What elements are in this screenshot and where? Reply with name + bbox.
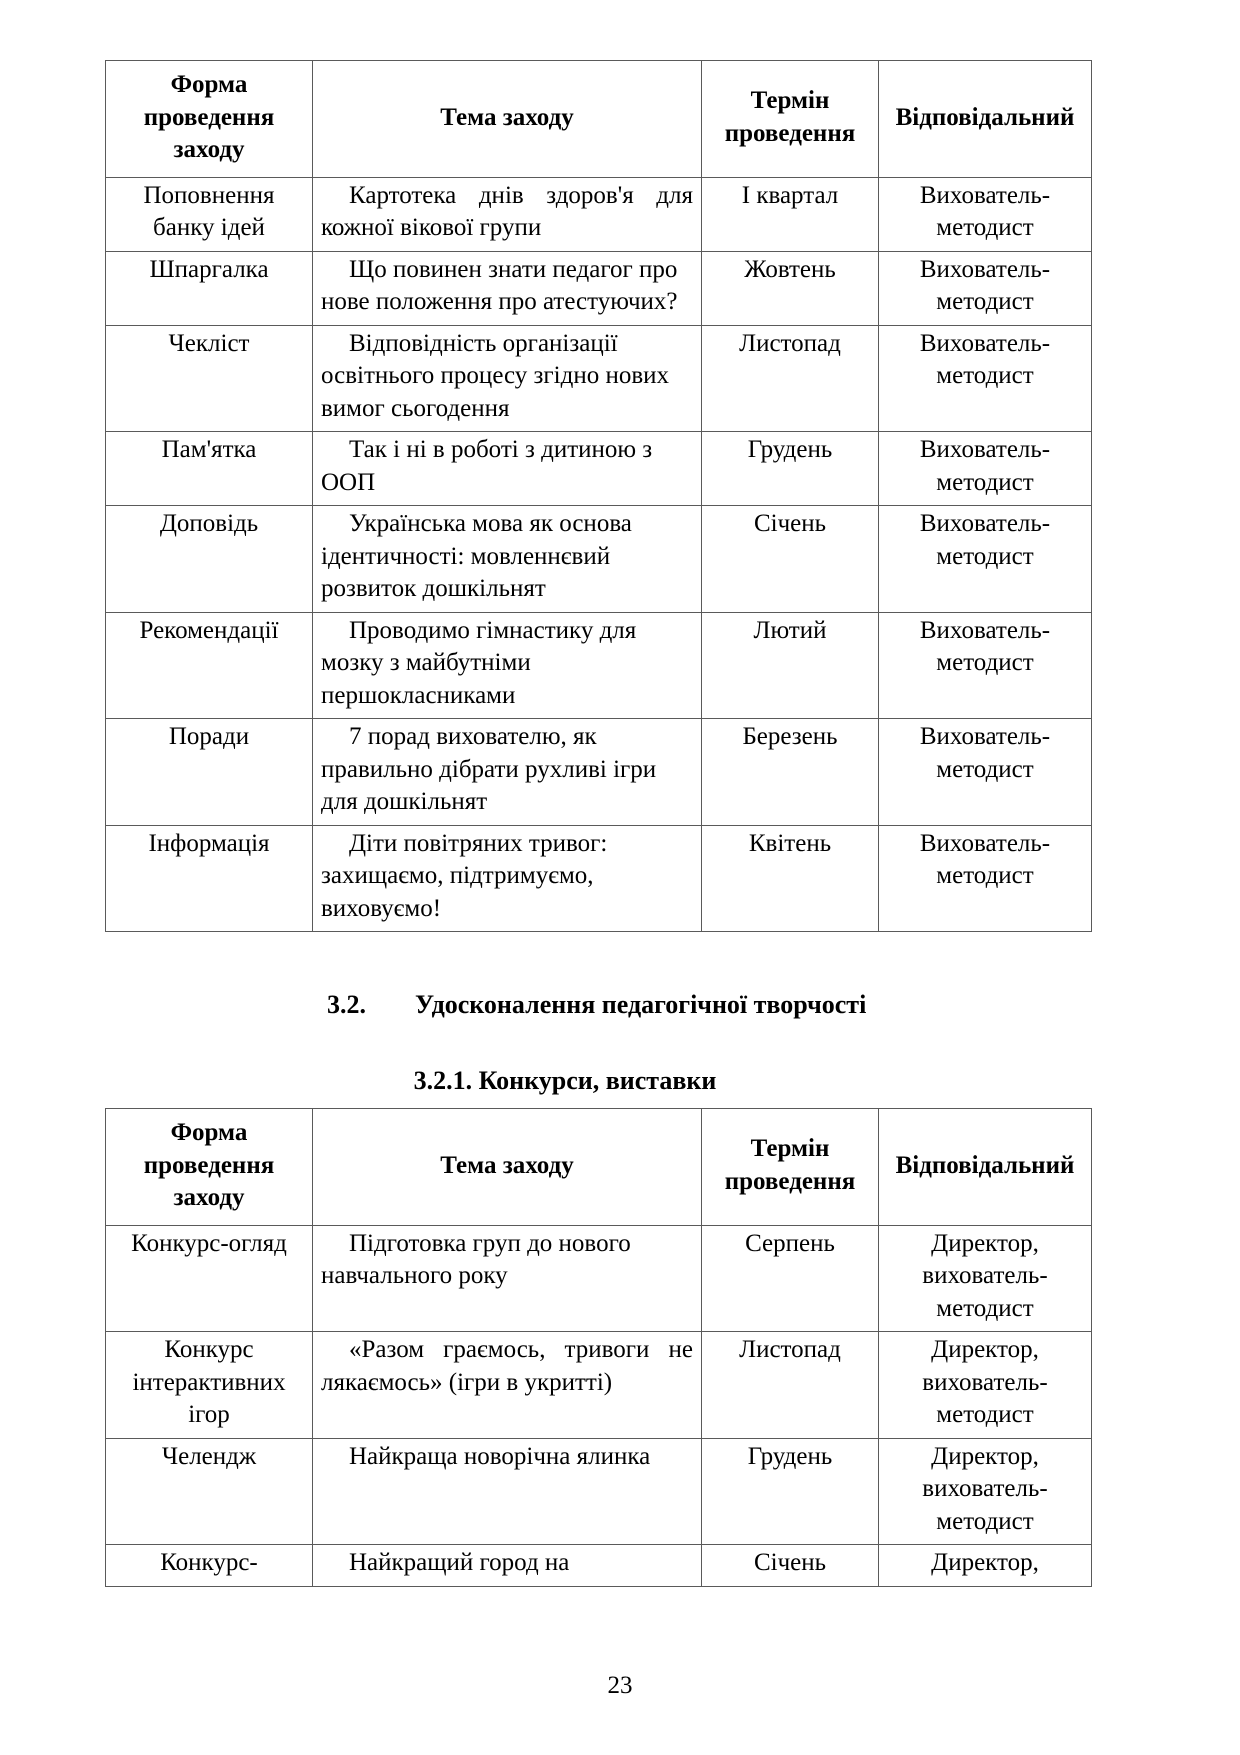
cell-form: Поповнення банку ідей: [106, 177, 313, 251]
cell-responsible: Вихователь-методист: [879, 177, 1092, 251]
methodical-work-table: [105, 60, 1092, 932]
cell-theme: [313, 1332, 702, 1439]
page-content: [105, 60, 1075, 1587]
cell-theme-text: «Разом граємось, тривоги не лякаємось» (ігри в укритті): [321, 1336, 693, 1396]
column-header-form-line1: Форма: [170, 1119, 248, 1146]
cell-term: Листопад: [702, 1332, 879, 1439]
column-header-term-line1: Термін: [750, 87, 830, 115]
cell-responsible: Вихователь-методист: [879, 825, 1092, 932]
column-header-form-line3: заходу: [173, 1184, 245, 1211]
column-header-form-line2: проведення: [143, 103, 275, 131]
section-heading: [105, 990, 1025, 1020]
cell-form: Доповідь: [106, 506, 313, 613]
cell-theme: Найкраща новорічна ялинка: [313, 1438, 702, 1545]
section-number: 3.2.: [327, 990, 366, 1019]
spacer: [105, 1096, 1025, 1108]
cell-form: Інформація: [106, 825, 313, 932]
cell-term: Жовтень: [702, 251, 879, 325]
cell-responsible: Директор, вихователь-методист: [879, 1438, 1092, 1545]
cell-form: Конкурс-огляд: [106, 1225, 313, 1332]
cell-form: Чекліст: [106, 325, 313, 432]
cell-theme: Що повинен знати педагог про нове положення про атестуючих?: [313, 251, 702, 325]
cell-form: Конкурс-: [106, 1545, 313, 1587]
cell-form: Рекомендації: [106, 612, 313, 719]
cell-theme: Так і ні в роботі з дитиною з ООП: [313, 432, 702, 506]
subsection-heading: 3.2.1. Конкурси, виставки: [413, 1066, 717, 1095]
column-header-responsible: Відповідальний: [879, 1109, 1092, 1226]
column-header-term: [702, 61, 879, 178]
column-header-form: [106, 61, 313, 178]
table-header-row: [106, 61, 1092, 178]
cell-term: Березень: [702, 719, 879, 826]
table-header: [106, 61, 1092, 178]
cell-responsible: Вихователь-методист: [879, 506, 1092, 613]
table-row: [106, 1438, 1092, 1545]
cell-responsible: Вихователь-методист: [879, 719, 1092, 826]
cell-theme-text: Картотека днів здоров'я для кожної вікової групи: [321, 181, 693, 241]
cell-term: Грудень: [702, 432, 879, 506]
cell-theme: Проводимо гімнастику для мозку з майбутніми першокласниками: [313, 612, 702, 719]
table-row: [106, 1545, 1092, 1587]
cell-responsible: Вихователь-методист: [879, 432, 1092, 506]
cell-term: Серпень: [702, 1225, 879, 1332]
table-row: [106, 177, 1092, 251]
cell-responsible: Директор, вихователь-методист: [879, 1332, 1092, 1439]
table-header-row: [106, 1109, 1092, 1226]
column-header-form-line1: Форма: [170, 71, 248, 98]
column-header-term-line2: проведення: [724, 1167, 856, 1195]
cell-responsible: Вихователь-методист: [879, 251, 1092, 325]
cell-term: Січень: [702, 506, 879, 613]
cell-responsible: Вихователь-методист: [879, 612, 1092, 719]
section-title: Удосконалення педагогічної творчості: [415, 990, 867, 1019]
column-header-form: [106, 1109, 313, 1226]
table-body: [106, 177, 1092, 932]
spacer: [105, 932, 1025, 990]
cell-term: Листопад: [702, 325, 879, 432]
cell-form: Конкурс інтерактивних ігор: [106, 1332, 313, 1439]
table-header: [106, 1109, 1092, 1226]
cell-term: І квартал: [702, 177, 879, 251]
cell-form: Поради: [106, 719, 313, 826]
table-row: [106, 506, 1092, 613]
cell-term: Лютий: [702, 612, 879, 719]
table-body: [106, 1225, 1092, 1586]
cell-responsible: Вихователь-методист: [879, 325, 1092, 432]
cell-form: Челендж: [106, 1438, 313, 1545]
cell-form: Шпаргалка: [106, 251, 313, 325]
cell-term: Квітень: [702, 825, 879, 932]
column-header-form-line2: проведення: [143, 1151, 275, 1179]
cell-term: Січень: [702, 1545, 879, 1587]
column-header-theme: Тема заходу: [313, 1109, 702, 1226]
cell-form: Пам'ятка: [106, 432, 313, 506]
cell-theme: Відповідність організації освітнього процесу згідно нових вимог сьогодення: [313, 325, 702, 432]
cell-theme: [313, 1545, 702, 1587]
table-row: [106, 825, 1092, 932]
cell-responsible: Директор, вихователь-методист: [879, 1225, 1092, 1332]
table-row: [106, 1225, 1092, 1332]
column-header-responsible: Відповідальний: [879, 61, 1092, 178]
table-row: [106, 719, 1092, 826]
table-row: [106, 251, 1092, 325]
cell-term: Грудень: [702, 1438, 879, 1545]
table-row: [106, 1332, 1092, 1439]
column-header-term: [702, 1109, 879, 1226]
cell-theme: Діти повітряних тривог: захищаємо, підтримуємо, виховуємо!: [313, 825, 702, 932]
table-row: [106, 432, 1092, 506]
cell-theme-text: Найкращий город на: [349, 1549, 570, 1576]
cell-theme: [313, 177, 702, 251]
contests-exhibitions-table: [105, 1108, 1092, 1587]
column-header-form-line3: заходу: [173, 136, 245, 163]
page-number: 23: [607, 1672, 633, 1699]
cell-theme: Українська мова як основа ідентичності: мовленнєвий розвиток дошкільнят: [313, 506, 702, 613]
table-row: [106, 325, 1092, 432]
spacer: [105, 1020, 1025, 1066]
column-header-term-line1: Термін: [750, 1135, 830, 1163]
cell-theme: 7 порад вихователю, як правильно дібрати рухливі ігри для дошкільнят: [313, 719, 702, 826]
column-header-theme: Тема заходу: [313, 61, 702, 178]
column-header-term-line2: проведення: [724, 119, 856, 147]
cell-theme: Підготовка груп до нового навчального року: [313, 1225, 702, 1332]
table-row: [106, 612, 1092, 719]
cell-responsible: Директор,: [879, 1545, 1092, 1587]
